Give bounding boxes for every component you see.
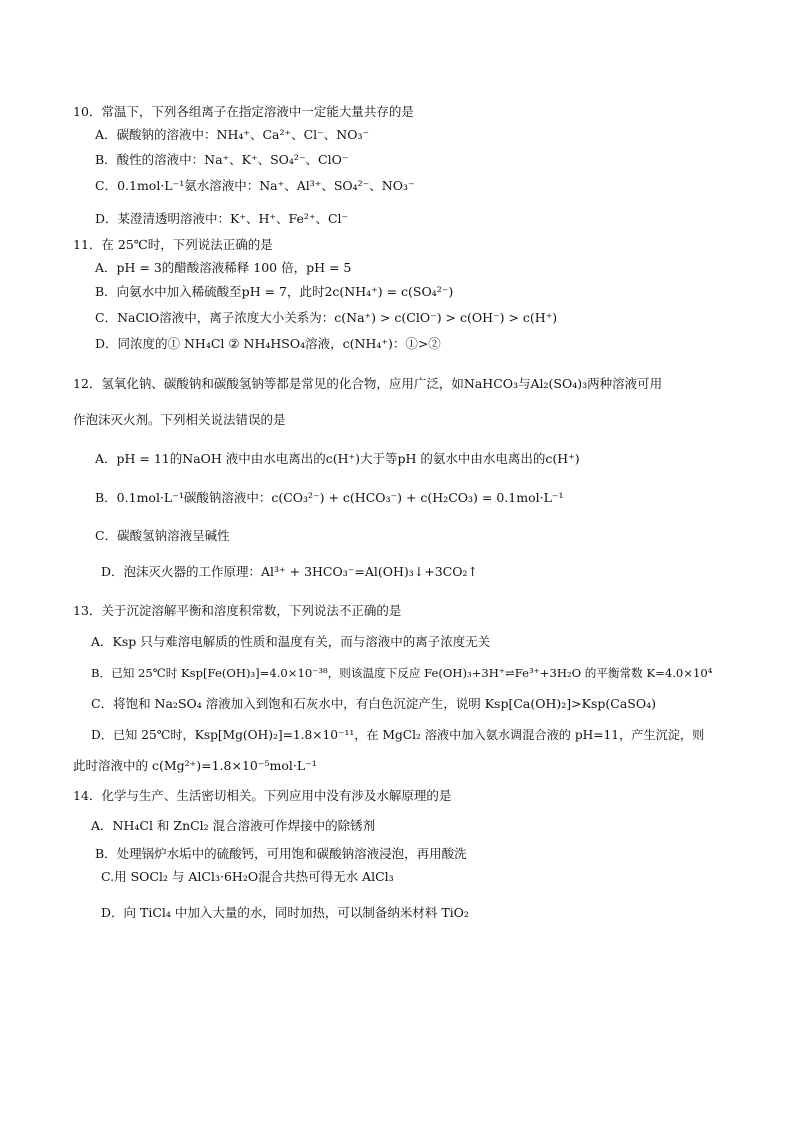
question-12-stem-continued: 作泡沫灭火剂。下列相关说法错误的是 xyxy=(73,412,286,427)
question-11-option-d: D．同浓度的① NH₄Cl ② NH₄HSO₄溶液，c(NH₄⁺)：①>② xyxy=(95,336,441,351)
question-14-option-b: B．处理锅炉水垢中的硫酸钙，可用饱和碳酸钠溶液浸泡，再用酸洗 xyxy=(95,846,467,861)
question-10-option-d: D．某澄清透明溶液中：K⁺、H⁺、Fe²⁺、Cl⁻ xyxy=(95,211,349,226)
question-10-option-b: B．酸性的溶液中：Na⁺、K⁺、SO₄²⁻、ClO⁻ xyxy=(95,152,349,167)
question-10-option-a: A．碳酸钠的溶液中：NH₄⁺、Ca²⁺、Cl⁻、NO₃⁻ xyxy=(95,127,370,142)
question-13-option-a: A．Ksp 只与难溶电解质的性质和温度有关，而与溶液中的离子浓度无关 xyxy=(91,634,491,649)
question-13-option-b: B．已知 25℃时 Ksp[Fe(OH)₃]=4.0×10⁻³⁸，则该温度下反应 Fe(OH)₃+3H⁺⇌Fe³⁺+3H₂O 的平衡常数 K=4.0×10⁴ xyxy=(91,666,713,680)
question-14-option-d: D．向 TiCl₄ 中加入大量的水，同时加热，可以制备纳米材料 TiO₂ xyxy=(101,905,469,920)
question-11-option-a: A．pH = 3的醋酸溶液稀释 100 倍，pH = 5 xyxy=(95,260,352,275)
question-14-stem: 14．化学与生产、生活密切相关。下列应用中没有涉及水解原理的是 xyxy=(73,788,452,803)
question-12-option-c: C．碳酸氢钠溶液呈碱性 xyxy=(95,528,230,543)
question-10-option-c: C．0.1mol·L⁻¹氨水溶液中：Na⁺、Al³⁺、SO₄²⁻、NO₃⁻ xyxy=(95,178,415,193)
question-12-option-d: D．泡沫灭火器的工作原理：Al³⁺ + 3HCO₃⁻=Al(OH)₃↓+3CO₂↑ xyxy=(101,564,478,579)
question-11-option-b: B．向氨水中加入稀硫酸至pH = 7，此时2c(NH₄⁺) = c(SO₄²⁻) xyxy=(95,284,454,299)
question-11-stem: 11．在 25℃时，下列说法正确的是 xyxy=(73,237,273,252)
question-13-option-d: D．已知 25℃时，Ksp[Mg(OH)₂]=1.8×10⁻¹¹，在 MgCl₂ 溶液中加入氨水调混合液的 pH=11，产生沉淀，则 xyxy=(91,728,705,742)
question-12-stem: 12．氢氧化钠、碳酸钠和碳酸氢钠等都是常见的化合物，应用广泛，如NaHCO₃与Al₂(SO₄)₃两种溶液可用 xyxy=(73,376,663,391)
question-14-option-a: A．NH₄Cl 和 ZnCl₂ 混合溶液可作焊接中的除锈剂 xyxy=(91,818,376,833)
question-12-option-a: A．pH = 11的NaOH 液中由水电离出的c(H⁺)大于等pH 的氨水中由水电离出的c(H⁺) xyxy=(95,451,580,466)
question-13-option-c: C．将饱和 Na₂SO₄ 溶液加入到饱和石灰水中，有白色沉淀产生，说明 Ksp[Ca(OH)₂]>Ksp(CaSO₄) xyxy=(91,696,656,711)
question-12-option-b: B．0.1mol·L⁻¹碳酸钠溶液中：c(CO₃²⁻) + c(HCO₃⁻) + c(H₂CO₃) = 0.1mol·L⁻¹ xyxy=(95,490,564,505)
question-13-stem: 13．关于沉淀溶解平衡和溶度积常数，下列说法不正确的是 xyxy=(73,603,402,618)
question-11-option-c: C．NaClO溶液中，离子浓度大小关系为：c(Na⁺) > c(ClO⁻) > c(OH⁻) > c(H⁺) xyxy=(95,310,558,325)
question-14-option-c: C.用 SOCl₂ 与 AlCl₃·6H₂O混合共热可得无水 AlCl₃ xyxy=(101,869,394,884)
question-10-stem: 10．常温下，下列各组离子在指定溶液中一定能大量共存的是 xyxy=(73,104,414,119)
question-13-option-d-continued: 此时溶液中的 c(Mg²⁺)=1.8×10⁻⁵mol·L⁻¹ xyxy=(73,758,317,773)
